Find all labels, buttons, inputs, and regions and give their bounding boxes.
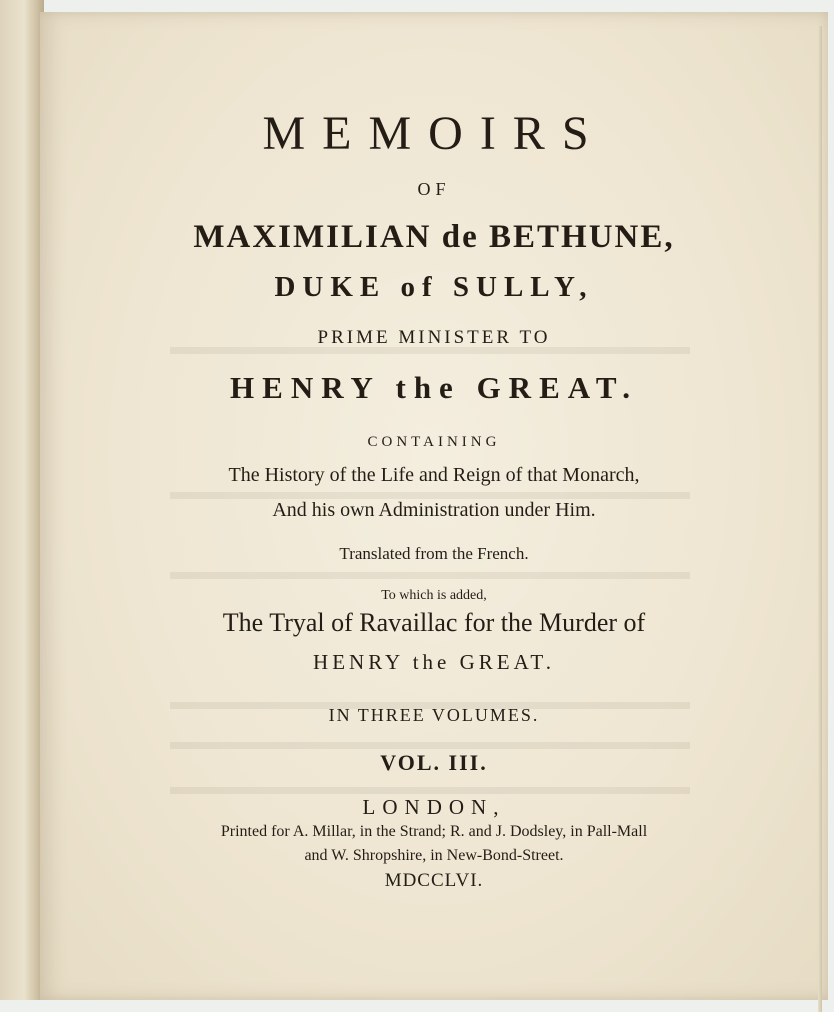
containing-line: CONTAINING [367,434,501,450]
added-note: To which is added, [381,588,487,603]
imprint-place: LONDON, [362,795,506,819]
book-title: MEMOIRS [262,107,606,160]
history-line: The History of the Life and Reign of that Monarch, [228,464,640,486]
volumes-line: IN THREE VOLUMES. [328,705,540,725]
office-line: PRIME MINISTER TO [317,327,551,348]
imprint-date: MDCCLVI. [384,870,484,891]
tryal-king: HENRY the GREAT. [313,650,555,674]
administration-line: And his own Administration under Him. [272,499,596,521]
tryal-line: The Tryal of Ravaillac for the Murder of [222,608,646,637]
volume-number: VOL. III. [380,750,488,775]
title-page-text [40,0,828,1000]
subject-name: MAXIMILIAN de BETHUNE, [193,219,675,255]
of-line: OF [417,179,451,199]
translation-note: Translated from the French. [339,544,529,563]
imprint-printers-2: and W. Shropshire, in New-Bond-Street. [304,847,564,864]
king-name: HENRY the GREAT. [230,370,638,405]
book-spine [0,0,44,1000]
subject-title: DUKE of SULLY, [274,271,594,303]
imprint-printers: Printed for A. Millar, in the Strand; R. and J. Dodsley, in Pall-Mall [220,823,648,840]
